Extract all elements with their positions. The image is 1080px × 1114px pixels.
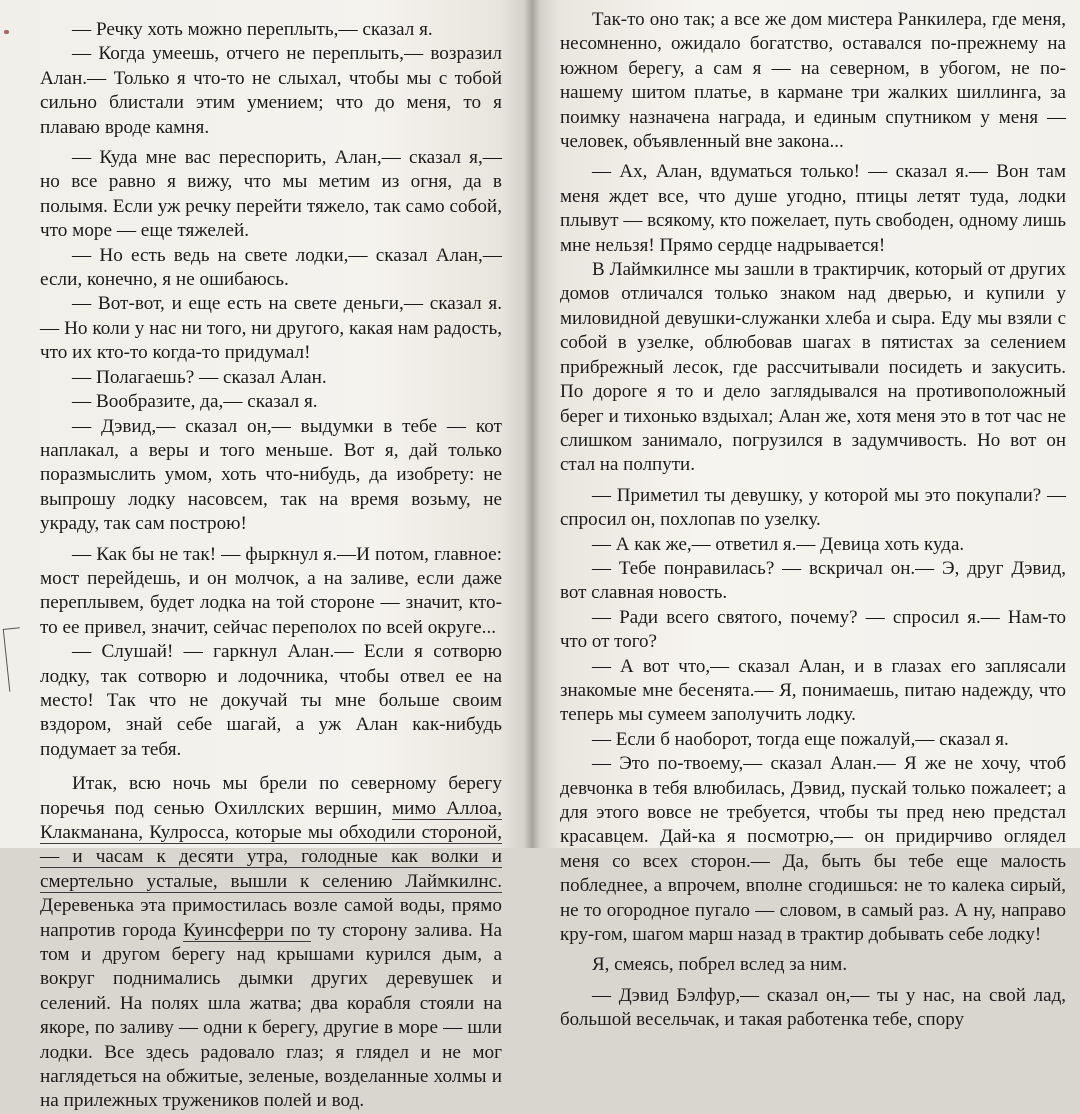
paragraph: — Это по-твоему,— сказал Алан.— Я же не хочу, чтоб девчонка в тебя влюбилась, Дэвид, пускай только пожалеет; а для этого вовсе не требуется, чтобы ты пред нею предстал красавцем. Дай-ка я посмотрю,— он придирчиво оглядел меня со всех сторон.— Да, быть бы тебе еще малость побледнее, а впрочем, вполне сгодишься: не то калека сирый, не то огородное пугало — словом, в самый раз. А ну, направо кру-гом, шагом марш назад в трактир добывать себе лодку! — [560, 753, 1066, 946]
paragraph: — Дэвид,— сказал он,— выдумки в тебе — кот наплакал, а веры и того меньше. Вот я, дай только поразмыслить умом, хоть что-нибудь, да изобрету: не выпрошу лодку насовсем, так на время возьму, не украду, так сам построю! — [40, 415, 502, 535]
ink-spot — [4, 30, 9, 34]
paragraph: — Дэвид Бэлфур,— сказал он,— ты у нас, на свой лад, большой весельчак, и такая работенка тебе, спору — [560, 984, 1066, 1031]
paragraph: — А как же,— ответил я.— Девица хоть куда. — [592, 533, 965, 555]
paragraph: — А вот что,— сказал Алан, и в глазах его заплясали знакомые мне бесенята.— Я, понимаешь, питаю надежду, что теперь мы сумеем заполучить лодку. — [560, 655, 1066, 726]
paragraph: — Приметил ты девушку, у которой мы это покупали? — спросил он, похлопав по узелку. — [560, 484, 1066, 531]
text-run: Деревенька эта примостилась возле самой воды, прямо напротив города — [40, 895, 502, 941]
left-page — [0, 0, 532, 1112]
right-page — [532, 0, 1080, 1031]
paragraph: — Ах, Алан, вдуматься только! — сказал я.— Вон там меня ждет все, что душе угодно, птицы летят туда, лодки плывут — всякому, кто пожелает, путь свободен, одному лишь мне нельзя! Прямо сердце надрывается! — [560, 161, 1066, 256]
paragraph: — Ради всего святого, почему? — спросил я.— Нам-то что от того? — [560, 606, 1066, 653]
text-run: Итак, всю ночь мы брели по северному берегу поречья под сенью Охиллских вершин, — [40, 773, 502, 819]
paragraph: В Лаймкилнсе мы зашли в трактирчик, который от других домов отличался только знаком над дверью, и купили у миловидной девушки-служанки хлеба и сыра. Еду мы взяли с собой в узелке, облюбовав шагах в пятистах за селением прибрежный лесок, где рассчитывали посидеть и закусить. По дороге я то и дело заглядывался на противоположный берег и тихонько вздыхал; Алан же, хотя меня это в тот час не слишком занимало, погрузился в задумчивость. Но вот он стал на полпути. — [560, 259, 1066, 476]
margin-pencil-mark — [3, 627, 26, 691]
paragraph: — Вот-вот, и еще есть на свете деньги,— сказал я.— Но коли у нас ни того, ни другого, какая нам радость, что их кто-то когда-то придумал! — [40, 293, 502, 364]
pencil-underlined-text: мимо Аллоа, Клакманана, Кулросса, которые мы обходили стороной,— и часам к десяти утра, голодные как волки и смертельно усталые, вышли к селению Лаймкилнс. — [40, 797, 502, 892]
paragraph: Я, смеясь, побрел вслед за ним. — [592, 954, 848, 976]
text-run: ту сторону залива. На том и другом берегу над крышами курился дым, а вокруг поднимались дымки других деревушек и селений. На полях шла жатва; два корабля стояли на якоре, по заливу — одни к берегу, другие в море — шли лодки. Все здесь радовало глаз; я глядел и не мог наглядеться на обжитые, зеленые, возделанные холмы и на прилежных тружеников полей и вод. — [40, 919, 502, 1112]
paragraph: — Тебе понравилась? — вскричал он.— Э, друг Дэвид, вот славная новость. — [560, 557, 1066, 604]
paragraph: — Но есть ведь на свете лодки,— сказал Алан,— если, конечно, я не ошибаюсь. — [40, 244, 502, 291]
paragraph: Так-то оно так; а все же дом мистера Ранкилера, где меня, несомненно, ожидало богатство, оставался по-прежнему на южном берегу, а сам я — на северном, в убогом, не по-нашему шитом платье, в кармане три жалких шиллинга, за поимку назначена награда, и единым спутником у меня — человек, объявленный вне закона... — [560, 9, 1066, 153]
paragraph: — Если б наоборот, тогда еще пожалуй,— сказал я. — [592, 728, 1009, 750]
paragraph: — Вообразите, да,— сказал я. — [72, 391, 318, 413]
paragraph: — Куда мне вас переспорить, Алан,— сказал я,— но все равно я вижу, что мы метим из огня, да в полымя. Если уж речку перейти тяжело, так само собой, что море — еще тяжелей. — [40, 147, 502, 242]
paragraph: — Слушай! — гаркнул Алан.— Если я сотворю лодку, так сотворю и лодочника, чтобы отвел ее на место! Так что не докучай ты мне больше своим вздором, знай себе шагай, а уж Алан как-нибудь подумает за тебя. — [40, 641, 502, 760]
paragraph: — Как бы не так! — фыркнул я.—И потом, главное: мост перейдешь, и он молчок, а на заливе, если даже переплывем, будет лодка на той стороне — значит, кто-то ее привел, значит, сейчас переполох по всей округе... — [40, 543, 502, 638]
pencil-underlined-text: Куинсферри по — [183, 919, 311, 941]
paragraph: — Когда умеешь, отчего не переплыть,— возразил Алан.— Только я что-то не слыхал, чтобы мы с тобой сильно блистали этим умением; что до меня, то я плаваю вроде камня. — [40, 43, 502, 138]
paragraph: — Полагаешь? — сказал Алан. — [72, 366, 327, 388]
paragraph-final — [40, 772, 502, 1114]
paragraph: — Речку хоть можно переплыть,— сказал я. — [72, 19, 433, 40]
